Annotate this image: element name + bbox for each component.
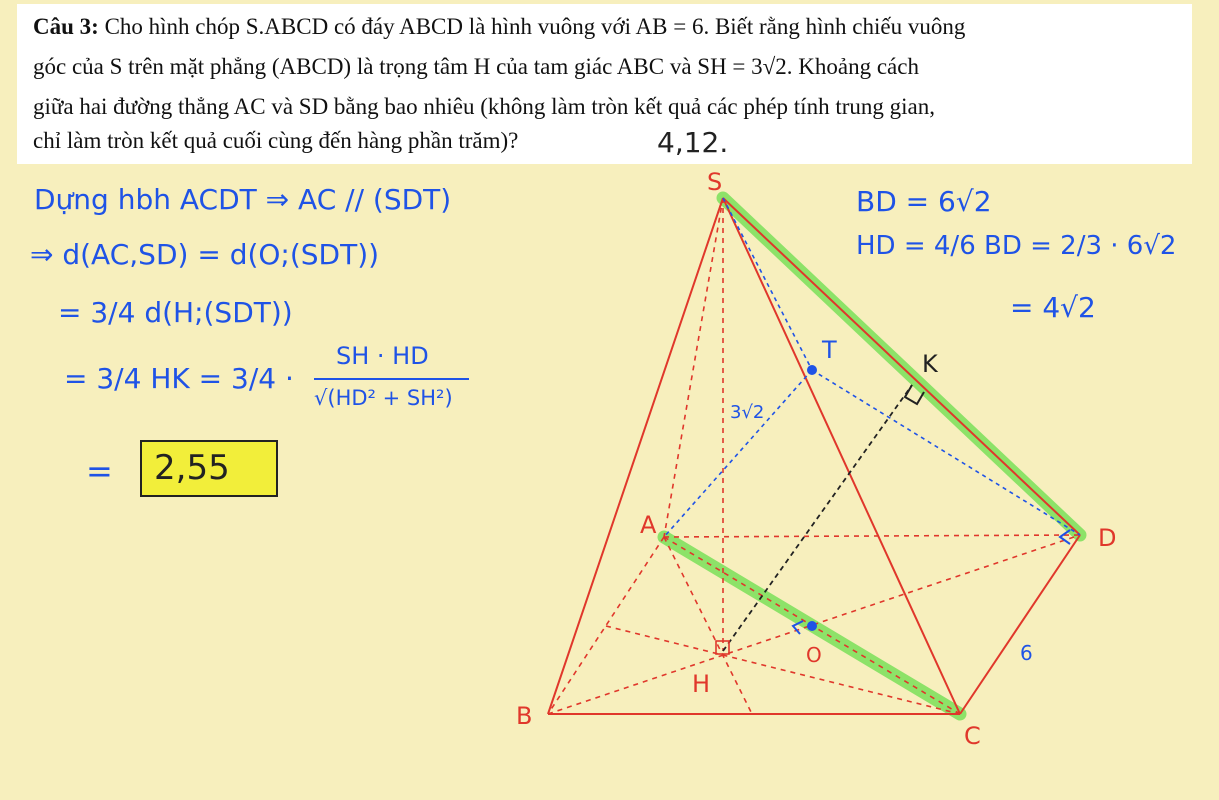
label-h: H bbox=[692, 670, 711, 698]
label-d: D bbox=[1098, 524, 1117, 552]
problem-line-3: giữa hai đường thẳng AC và SD bằng bao nhiêu (không làm tròn kết quả các phép tính trung gian, bbox=[33, 94, 935, 119]
edge-td bbox=[812, 370, 1080, 535]
point-t bbox=[807, 365, 817, 375]
edge-ab bbox=[548, 537, 664, 714]
edge-st bbox=[723, 198, 812, 370]
result-equals: = bbox=[86, 452, 113, 490]
fraction-numerator: SH · HD bbox=[336, 342, 429, 370]
label-a: A bbox=[640, 511, 657, 539]
edge-ta bbox=[664, 370, 812, 537]
note-hd: HD = 4/6 BD = 2/3 · 6√2 bbox=[856, 231, 1177, 261]
edge-sb bbox=[548, 198, 723, 714]
point-o bbox=[807, 621, 817, 631]
note-bd: BD = 6√2 bbox=[856, 185, 992, 218]
note-hd-result: = 4√2 bbox=[1010, 291, 1096, 324]
label-c: C bbox=[964, 722, 981, 750]
handwritten-answer: 4,12. bbox=[657, 126, 729, 159]
problem-line-1: Câu 3: Cho hình chóp S.ABCD có đáy ABCD là hình vuông với AB = 6. Biết rằng hình chiếu vuông bbox=[33, 14, 966, 39]
solution-step-3: = 3/4 d(H;(SDT)) bbox=[58, 296, 293, 329]
label-b: B bbox=[516, 702, 533, 730]
edge-sa bbox=[664, 198, 723, 537]
label-sh-length: 3√2 bbox=[730, 402, 765, 423]
label-t: T bbox=[822, 336, 837, 364]
final-answer: 2,55 bbox=[154, 448, 230, 488]
edge-cd bbox=[960, 535, 1080, 714]
label-o: O bbox=[806, 643, 822, 667]
segment-hk bbox=[723, 385, 912, 651]
median-c bbox=[606, 626, 960, 714]
label-k: K bbox=[922, 350, 938, 378]
solution-step-2: ⇒ d(AC,SD) = d(O;(SDT)) bbox=[30, 238, 380, 271]
edge-ad bbox=[664, 535, 1080, 537]
problem-line-2: góc của S trên mặt phẳng (ABCD) là trọng tâm H của tam giác ABC và SH = 3√2. Khoảng cách bbox=[33, 54, 919, 79]
fraction-denominator: √(HD² + SH²) bbox=[314, 386, 453, 410]
solution-step-4: = 3/4 HK = 3/4 · bbox=[64, 362, 294, 395]
label-side-length: 6 bbox=[1020, 641, 1033, 665]
edge-sd bbox=[723, 198, 1080, 535]
solution-step-1: Dựng hbh ACDT ⇒ AC // (SDT) bbox=[34, 183, 452, 216]
label-s: S bbox=[707, 168, 723, 196]
problem-line-4: chỉ làm tròn kết quả cuối cùng đến hàng phần trăm)? bbox=[33, 128, 519, 153]
